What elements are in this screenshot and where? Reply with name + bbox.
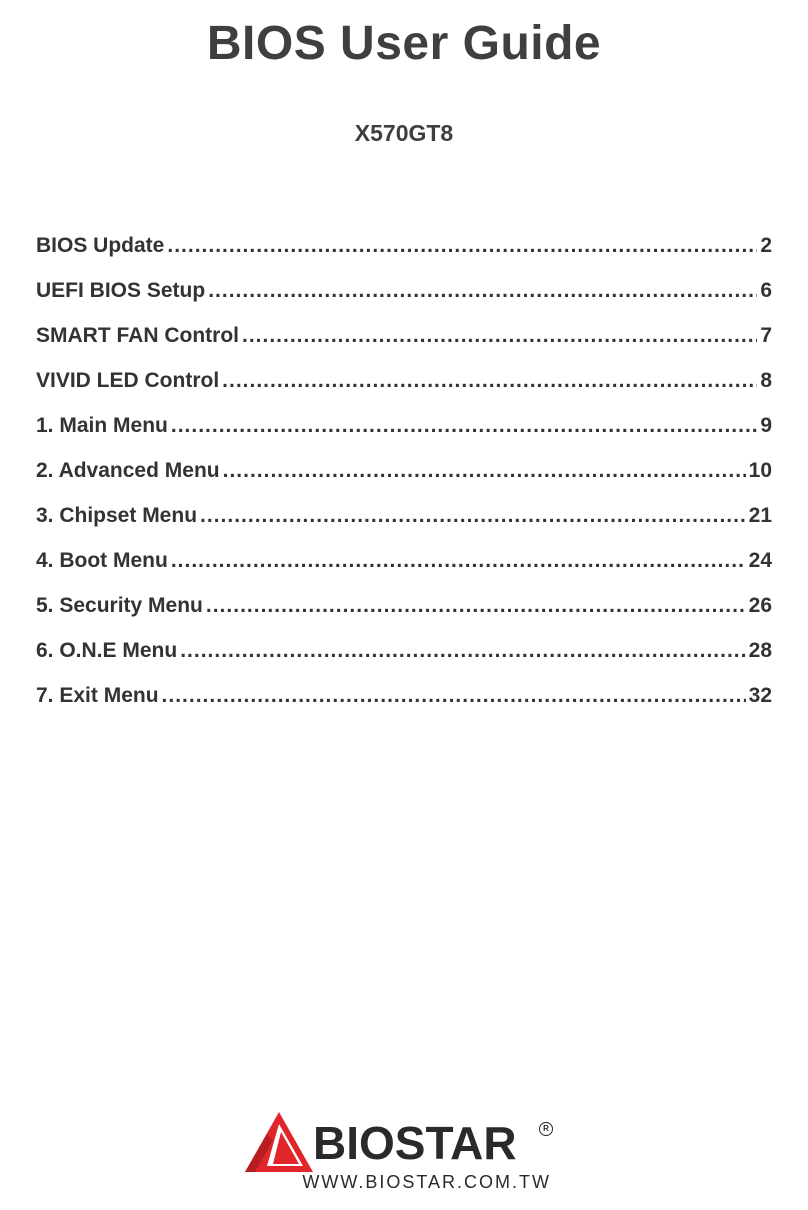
toc-entry-label: UEFI BIOS Setup (36, 279, 206, 302)
toc-leader-dots (206, 594, 746, 618)
biostar-triangle-icon (243, 1110, 315, 1174)
toc-leader-dots (208, 279, 757, 303)
brand-name: BIOSTAR (313, 1117, 517, 1169)
toc-entry-label: 3. Chipset Menu (36, 504, 198, 527)
toc-leader-dots (162, 684, 746, 708)
toc-entry-page: 8 (760, 369, 772, 392)
toc-entry-page: 28 (748, 639, 772, 662)
toc-entry-page: 7 (760, 324, 772, 347)
toc-leader-dots (180, 639, 745, 663)
toc-entry-boot-menu[interactable] (36, 549, 772, 594)
toc-entry-label: 4. Boot Menu (36, 549, 168, 572)
toc-entry-bios-update[interactable] (36, 234, 772, 279)
toc-entry-label: 1. Main Menu (36, 414, 168, 437)
toc-entry-label: SMART FAN Control (36, 324, 239, 347)
toc-leader-dots (200, 504, 746, 528)
toc-entry-page: 2 (760, 234, 772, 257)
toc-entry-advanced-menu[interactable] (36, 459, 772, 504)
toc-entry-page: 26 (748, 594, 772, 617)
toc-entry-main-menu[interactable] (36, 414, 772, 459)
document-title: BIOS User Guide (206, 17, 602, 70)
model-name: X570GT8 (354, 120, 454, 146)
toc-entry-label: BIOS Update (36, 234, 165, 257)
toc-entry-one-menu[interactable] (36, 639, 772, 684)
toc-entry-smart-fan-control[interactable] (36, 324, 772, 369)
toc-leader-dots (223, 459, 746, 483)
toc-leader-dots (222, 369, 757, 393)
toc-entry-label: 7. Exit Menu (36, 684, 159, 707)
toc-entry-page: 9 (760, 414, 772, 437)
toc-entry-exit-menu[interactable] (36, 684, 772, 729)
toc-entry-chipset-menu[interactable] (36, 504, 772, 549)
toc-entry-security-menu[interactable] (36, 594, 772, 639)
toc-leader-dots (171, 414, 757, 438)
biostar-logo (243, 1110, 563, 1192)
toc-entry-page: 10 (748, 459, 772, 482)
toc-leader-dots (242, 324, 757, 348)
toc-entry-uefi-bios-setup[interactable] (36, 279, 772, 324)
brand-website[interactable]: WWW.BIOSTAR.COM.TW (302, 1172, 551, 1192)
registered-mark: R (539, 1122, 553, 1136)
table-of-contents (36, 234, 772, 729)
toc-entry-label: 5. Security Menu (36, 594, 203, 617)
toc-entry-page: 24 (748, 549, 772, 572)
toc-entry-label: 6. O.N.E Menu (36, 639, 178, 662)
toc-entry-label: 2. Advanced Menu (36, 459, 220, 482)
toc-leader-dots (171, 549, 746, 573)
toc-entry-vivid-led-control[interactable] (36, 369, 772, 414)
toc-entry-page: 21 (748, 504, 772, 527)
toc-entry-page: 32 (748, 684, 772, 707)
toc-entry-page: 6 (760, 279, 772, 302)
toc-leader-dots (167, 234, 757, 258)
toc-entry-label: VIVID LED Control (36, 369, 220, 392)
